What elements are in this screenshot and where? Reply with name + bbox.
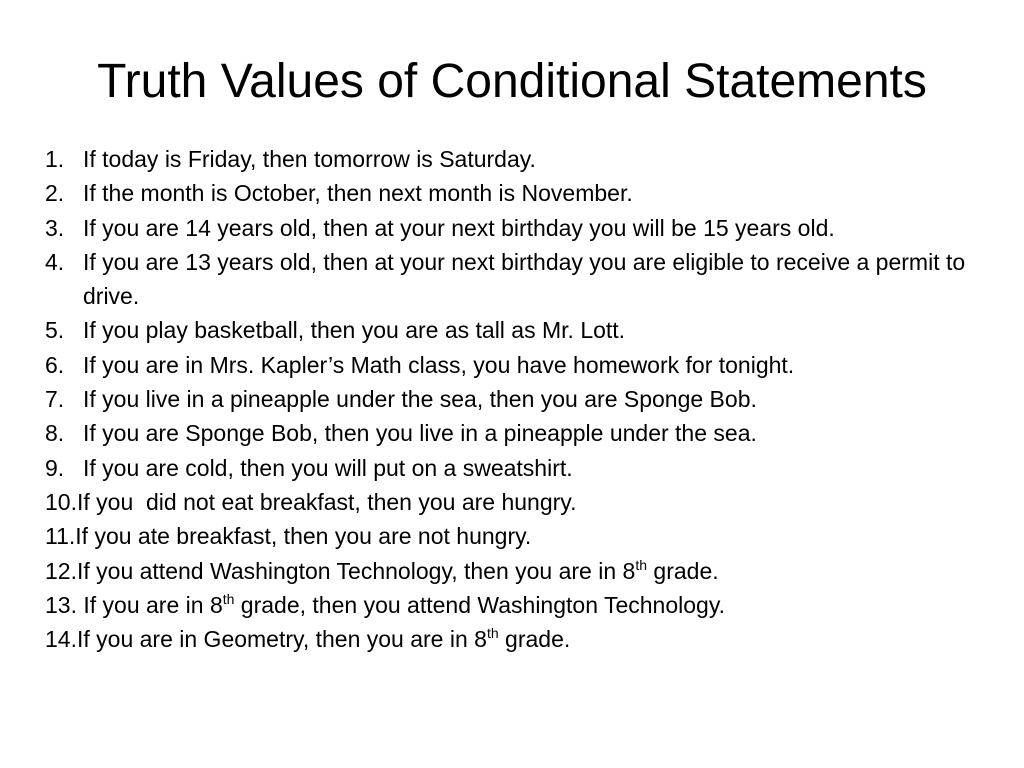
item-text-part: grade. [498,626,571,653]
list-item [45,519,985,553]
item-text: If you are cold, then you will put on a sweatshirt. [83,454,573,481]
ordinal-suffix: th [222,590,235,607]
list-item [45,622,985,656]
item-number: 10. [45,488,77,515]
list-item [45,313,985,347]
list-item [45,416,985,450]
item-text: If the month is October, then next month is November. [83,180,633,207]
item-text: If you are Sponge Bob, then you live in a pineapple under the sea. [83,420,757,447]
ordinal-suffix: th [486,625,499,642]
list-item [45,382,985,416]
item-text [83,588,985,622]
list-item [45,245,985,314]
item-text: If you did not eat breakfast, then you are hungry. [76,488,577,515]
item-text: If you live in a pineapple under the sea, then you are Sponge Bob. [83,386,757,413]
ordinal-suffix: th [635,556,648,573]
item-number: 4. [45,248,65,275]
list-item [45,588,985,622]
item-text-part: grade, then you attend Washington Technology. [234,591,726,618]
list-item [45,348,985,382]
item-number: 12. [45,557,77,584]
item-text [77,622,985,656]
item-number: 11. [45,523,76,550]
item-text: If today is Friday, then tomorrow is Saturday. [83,146,536,172]
list-item [45,451,985,485]
item-text-part: If you are in Geometry, then you are in 8 [76,626,487,653]
item-number: 7. [45,386,65,413]
item-number: 13. [45,591,84,618]
list-item [45,176,985,210]
item-number: 1. [45,146,65,172]
list-item [45,142,985,176]
list-item [45,485,985,519]
item-text-part: grade. [647,557,719,584]
list-item [45,554,985,588]
item-text [77,554,985,588]
item-number: 3. [45,214,65,241]
item-number: 5. [45,317,65,344]
item-text: If you ate breakfast, then you are not hungry. [75,523,532,550]
item-number: 8. [45,420,65,447]
item-text: If you play basketball, then you are as tall as Mr. Lott. [83,317,626,344]
slide-title: Truth Values of Conditional Statements [97,55,927,108]
item-text: If you are 14 years old, then at your next birthday you will be 15 years old. [83,214,835,241]
list-item [45,211,985,245]
statement-list [45,142,985,656]
item-number: 14. [45,626,77,653]
item-number: 9. [45,454,65,481]
item-text: If you are 13 years old, then at your next birthday you are eligible to receive a permit to drive. [83,248,966,310]
item-text: If you are in Mrs. Kapler’s Math class, you have homework for tonight. [83,351,795,378]
item-text-part: If you attend Washington Technology, then you are in 8 [76,557,636,584]
item-number: 2. [45,180,65,207]
item-number: 6. [45,351,65,378]
item-text-part: If you are in 8 [83,591,223,618]
